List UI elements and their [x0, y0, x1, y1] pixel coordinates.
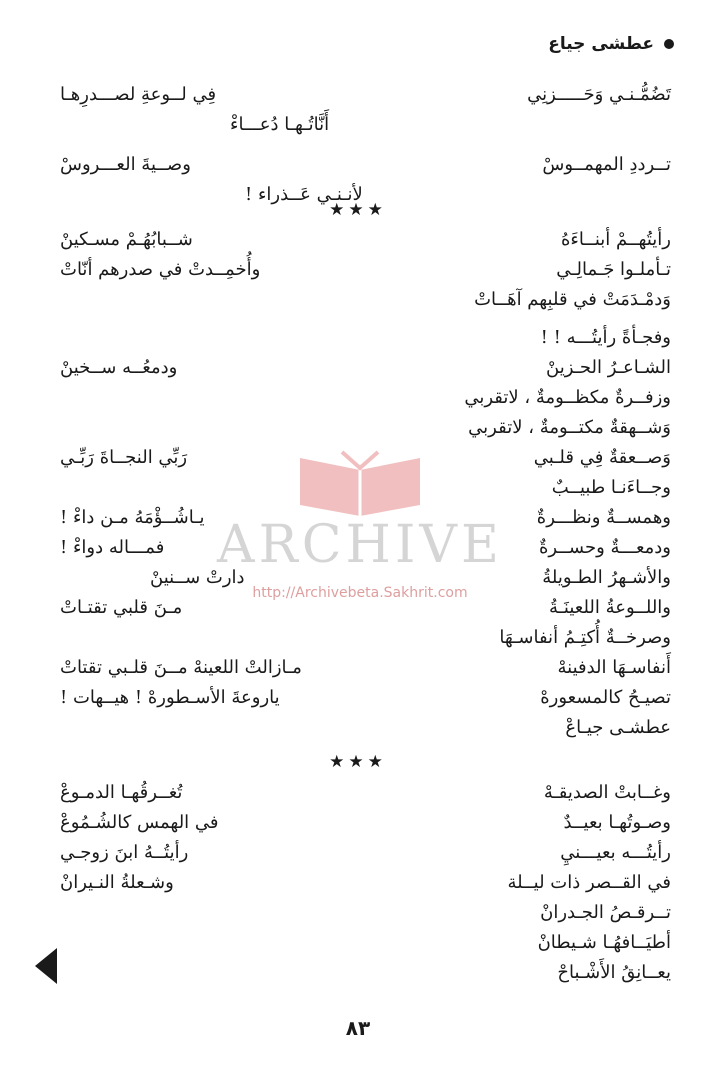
verse-right: وَصــعقةٌ فِي قلـبي [533, 447, 671, 468]
header-title: عطشى جياع [548, 34, 654, 54]
verse-line [60, 225, 671, 255]
verse-line [60, 150, 671, 180]
verse-line [60, 473, 671, 503]
verse-full: وصرخــةٌ أُكتِـمُ أنفاسـهَا [499, 627, 671, 648]
verse-left: ودمعُــه ســخينْ [60, 357, 178, 378]
verse-full: يعــانِقُ الأَشْـباحْ [557, 962, 671, 983]
watermark-title: ARCHIVE [217, 515, 503, 575]
verse-full: أطيَــافهُـا شـيطانْ [537, 932, 671, 953]
verse-left: شــبابُهُـمْ مسـكينْ [60, 229, 193, 250]
page-turn-arrow-icon[interactable] [35, 948, 57, 984]
verse-full: وَشــهقةٌ مكتــومةٌ ، لاتقربي [468, 417, 671, 438]
section-divider-stars: ★★★ [329, 200, 387, 220]
verse-full: تــرقـصُ الجـدرانْ [540, 902, 671, 923]
watermark-url: http://Archivebeta.Sakhrit.com [252, 585, 468, 601]
verse-line [60, 898, 671, 928]
verse-left: فِي لــوعةِ لصـــدرِهـا [60, 84, 217, 105]
verse-line [60, 653, 671, 683]
stanza-1 [60, 80, 671, 210]
verse-line [60, 353, 671, 383]
verse-left: تُغــرقُهـا الدمـوعْ [60, 782, 183, 803]
verse-left: في الهمس كالشُـمُوعْ [60, 812, 219, 833]
verse-left: يـاشُــؤْمَهُ مـن داءْ ! [60, 507, 205, 528]
verse-left: لأنـنـي عَــذراء ! [245, 184, 363, 205]
verse-right: وهمســةٌ ونظـــرةٌ [536, 507, 671, 528]
verse-right: والأشـهرُ الطـويلةُ [542, 567, 671, 588]
verse-right: واللــوعةُ اللعينَـةُ [548, 597, 671, 618]
verse-left: مـازالتْ اللعينهْ مــنَ قلـبي تقتاتْ [60, 657, 302, 678]
verse-right: أَنفاسـهَا الدفينهْ [557, 657, 671, 678]
verse-line [60, 593, 671, 623]
verse-left: أَنَّاتُـهـا دُعـــاءْ [230, 114, 330, 135]
section-divider-stars: ★★★ [329, 752, 387, 772]
stanza-2 [60, 225, 671, 743]
verse-left: رَبِّي النجــاةَ رَبِّـي [60, 447, 188, 468]
verse-right: رأيتُهــمْ أبنــاءَهُ [560, 229, 671, 250]
verse-right: وصـوتُهـا بعيــدٌ [563, 812, 671, 833]
verse-right: ودمعـــةٌ وحســرةٌ [538, 537, 671, 558]
verse-right: وغــابتْ الصديقـهْ [543, 782, 671, 803]
verse-line [60, 838, 671, 868]
verse-line [60, 563, 671, 593]
verse-line [60, 80, 671, 110]
verse-line [60, 503, 671, 533]
verse-left: مـنَ قلبي تقتـاتْ [60, 597, 183, 618]
verse-left: رأيتُــهُ ابنَ زوجـي [60, 842, 189, 863]
verse-line [60, 285, 671, 315]
verse-full: عطشـى جيـاعْ [565, 717, 671, 738]
verse-right: تــرددِ المهمــوسْ [542, 154, 671, 175]
verse-full: وفجـأةً رأيتُـــه ! ! [540, 327, 671, 348]
verse-left: وصــيةَ العـــروسْ [60, 154, 191, 175]
verse-right: تصيـحُ كالمسعورهْ [540, 687, 671, 708]
verse-line [60, 713, 671, 743]
verse-line [60, 683, 671, 713]
page-number: ٨٣ [345, 1016, 371, 1040]
verse-line [60, 255, 671, 285]
verse-left: دارتْ ســنينْ [150, 567, 245, 588]
verse-full: وزفــرةٌ مكظــومةٌ ، لاتقربي [464, 387, 671, 408]
verse-right: تـأملـوا جَـمالِـي [556, 259, 671, 280]
verse-line [60, 868, 671, 898]
stanza-3 [60, 778, 671, 988]
verse-line [60, 383, 671, 413]
verse-right: رأيتُـــه بعيـــنيِ [560, 842, 671, 863]
verse-line [60, 110, 671, 140]
verse-line [60, 443, 671, 473]
bullet-icon [664, 39, 674, 49]
running-header [548, 34, 674, 54]
verse-left: وأُخمِــدتْ في صدرهم أنّاتْ [60, 259, 261, 280]
verse-right: في القــصر ذات ليــلة [507, 872, 671, 893]
verse-left: وشـعلةُ النـيرانْ [60, 872, 174, 893]
verse-full: وَدمْـدَمَتْ في قلبِهم آهَــاتْ [474, 289, 671, 310]
verse-line [60, 533, 671, 563]
verse-left: فمـــاله دواءْ ! [60, 537, 165, 558]
verse-line [60, 958, 671, 988]
verse-line [60, 808, 671, 838]
verse-line [60, 778, 671, 808]
verse-left: ياروعةَ الأسـطورهْ ! هيــهات ! [60, 687, 280, 708]
verse-full: وجــاءَنـا طبيــبٌ [551, 477, 671, 498]
verse-right: تَضُمُّـنـي وَحَـــــزنِي [527, 84, 671, 105]
verse-right: الشـاعـرُ الحـزينْ [546, 357, 671, 378]
verse-line [60, 928, 671, 958]
verse-line [60, 413, 671, 443]
verse-line [60, 623, 671, 653]
verse-line [60, 323, 671, 353]
